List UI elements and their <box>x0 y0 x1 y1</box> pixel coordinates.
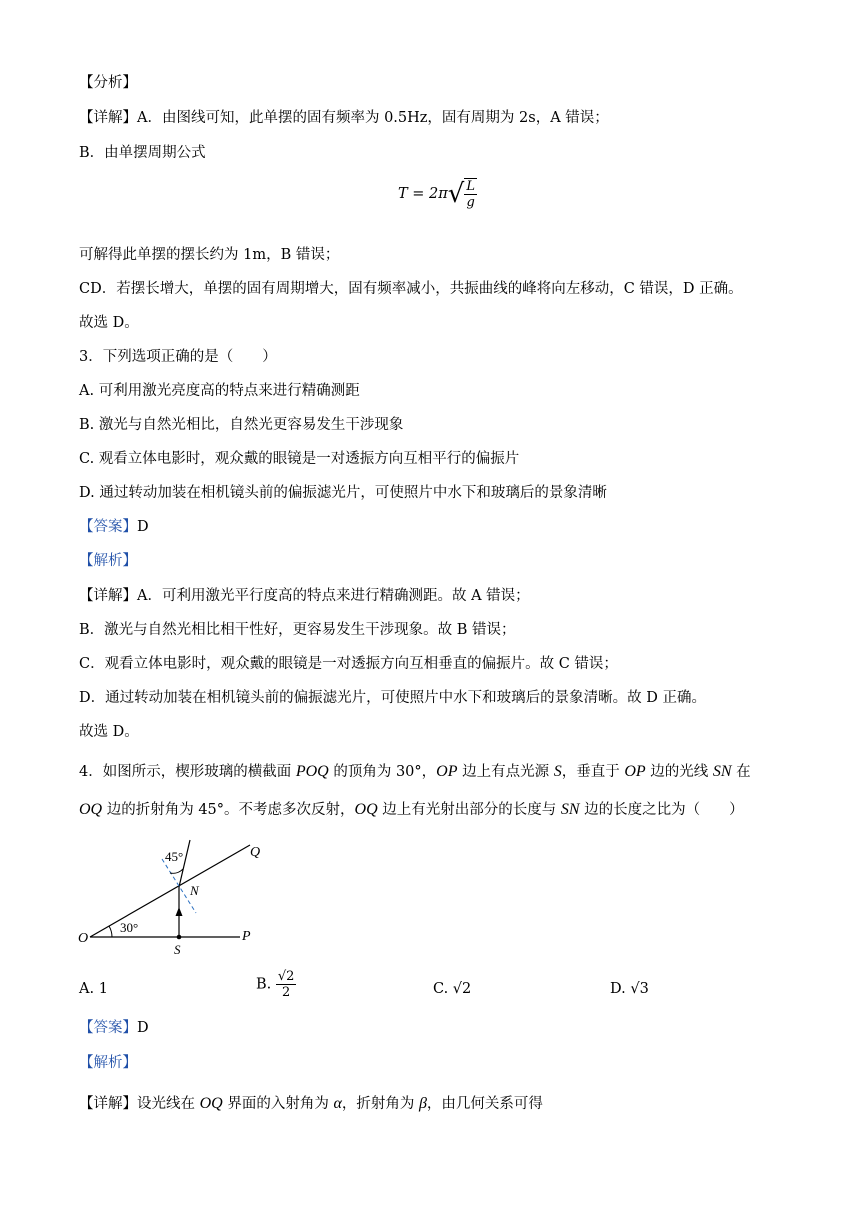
label-s: S <box>174 942 181 957</box>
q4-detail-text: 界面的入射角为 <box>222 1096 334 1112</box>
symbol-sn: SN <box>560 801 580 818</box>
q4-option-b <box>256 969 296 1000</box>
option-label: D. <box>610 981 631 997</box>
symbol-oq: OQ <box>79 801 103 818</box>
symbol-oq: OQ <box>354 801 378 818</box>
q4-text: 边的光线 <box>645 764 713 780</box>
q4-options <box>0 969 868 1015</box>
option-label: A. <box>79 981 99 997</box>
q4-text: 边上有点光源 <box>457 764 554 780</box>
label-angle-30: 30° <box>120 920 139 935</box>
q4-detail-text: ，由几何关系可得 <box>426 1096 543 1112</box>
detail-b: B．由单摆周期公式 <box>79 145 206 161</box>
option-label: C. <box>433 981 453 997</box>
q4-detail-text: 【详解】设光线在 <box>79 1096 200 1112</box>
pendulum-formula <box>398 178 477 210</box>
q3-answer <box>79 517 149 537</box>
answer-tag: 【答案】 <box>79 519 137 535</box>
q4-text: ，垂直于 <box>561 764 625 780</box>
q3-option-d: D. 通过转动加装在相机镜头前的偏振滤光片，可使照片中水下和玻璃后的景象清晰 <box>79 485 607 501</box>
label-p: P <box>242 929 251 944</box>
symbol-alpha: α <box>333 1095 342 1112</box>
angle-arc-30 <box>109 926 112 937</box>
formula-num: L <box>466 179 476 194</box>
q4-text: 4．如图所示，楔形玻璃的横截面 <box>79 764 296 780</box>
option-value: 1 <box>98 981 108 997</box>
symbol-poq: POQ <box>295 763 329 780</box>
q3-detail-b: B．激光与自然光相比相干性好，更容易发生干涉现象。故 B 错误； <box>79 622 516 638</box>
q4-option-a <box>79 981 108 997</box>
option-value: √3 <box>630 981 649 997</box>
sqrt-sign: √ <box>447 179 465 209</box>
q3-detail-d: D．通过转动加装在相机镜头前的偏振滤光片，可使照片中水下和玻璃后的景象清晰。故 D 正确。 <box>79 690 706 706</box>
q3-conclusion: 故选 D。 <box>79 724 139 740</box>
q3-analysis-tag: 【解析】 <box>79 553 137 569</box>
q4-text: 边上有光射出部分的长度与 <box>377 802 561 818</box>
q4-option-c <box>433 981 471 997</box>
detail-a: 【详解】A．由图线可知，此单摆的固有频率为 0.5Hz，固有周期为 2s，A 错误； <box>79 110 609 126</box>
option-label: B. <box>256 976 276 993</box>
fraction-num: √2 <box>277 969 295 984</box>
q3-detail-a: 【详解】A．可利用激光平行度高的特点来进行精确测距。故 A 错误； <box>79 588 530 604</box>
q4-text: 的顶角为 30°， <box>328 764 437 780</box>
detail-cd: CD．若摆长增大，单摆的固有周期增大，固有频率减小，共振曲线的峰将向左移动，C 错误，D 正确。 <box>79 281 743 297</box>
symbol-s: S <box>553 763 562 780</box>
q4-option-d <box>610 981 649 997</box>
question-4-line2 <box>79 800 744 820</box>
symbol-beta: β <box>418 1095 427 1112</box>
label-angle-45: 45° <box>165 849 184 864</box>
answer-tag: 【答案】 <box>79 1020 137 1036</box>
question-3: 3．下列选项正确的是（ ） <box>79 349 277 365</box>
formula-den: g <box>466 195 475 210</box>
symbol-sn: SN <box>712 763 732 780</box>
answer-value: D <box>137 1020 149 1036</box>
detail-b2: 可解得此单摆的摆长约为 1m，B 错误； <box>79 247 340 263</box>
q4-text: 边的长度之比为（ ） <box>579 802 744 818</box>
symbol-op: OP <box>436 763 458 780</box>
formula-lhs: T = 2π <box>398 186 448 202</box>
q4-text: 边的折射角为 45°。不考虑多次反射， <box>102 802 355 818</box>
angle-arc-45 <box>170 869 183 873</box>
q3-detail-c: C．观看立体电影时，观众戴的眼镜是一对透振方向互相垂直的偏振片。故 C 错误； <box>79 656 618 672</box>
symbol-op: OP <box>624 763 646 780</box>
analysis-tag: 【分析】 <box>79 75 137 91</box>
q3-option-a: A. 可利用激光亮度高的特点来进行精确测距 <box>79 383 360 399</box>
q4-detail <box>79 1094 543 1114</box>
conclusion-2: 故选 D。 <box>79 315 139 331</box>
label-q: Q <box>250 845 261 860</box>
ray-arrow <box>176 907 183 916</box>
question-4-line1 <box>79 762 751 782</box>
q3-option-c: C. 观看立体电影时，观众戴的眼镜是一对透振方向互相平行的偏振片 <box>79 451 520 467</box>
q4-answer <box>79 1018 149 1038</box>
label-o: O <box>78 931 89 946</box>
q4-text: 在 <box>731 764 751 780</box>
fraction-den: 2 <box>282 985 291 1000</box>
q4-analysis-tag: 【解析】 <box>79 1055 137 1071</box>
answer-value: D <box>137 519 149 535</box>
wedge-figure <box>70 835 270 960</box>
source-point-s <box>177 935 182 940</box>
label-n: N <box>190 883 199 898</box>
q4-detail-text: ，折射角为 <box>341 1096 419 1112</box>
q3-option-b: B. 激光与自然光相比，自然光更容易发生干涉现象 <box>79 417 404 433</box>
option-value: √2 <box>452 981 472 997</box>
formula-fraction <box>464 178 477 210</box>
symbol-oq: OQ <box>199 1095 223 1112</box>
option-fraction <box>276 969 297 1000</box>
